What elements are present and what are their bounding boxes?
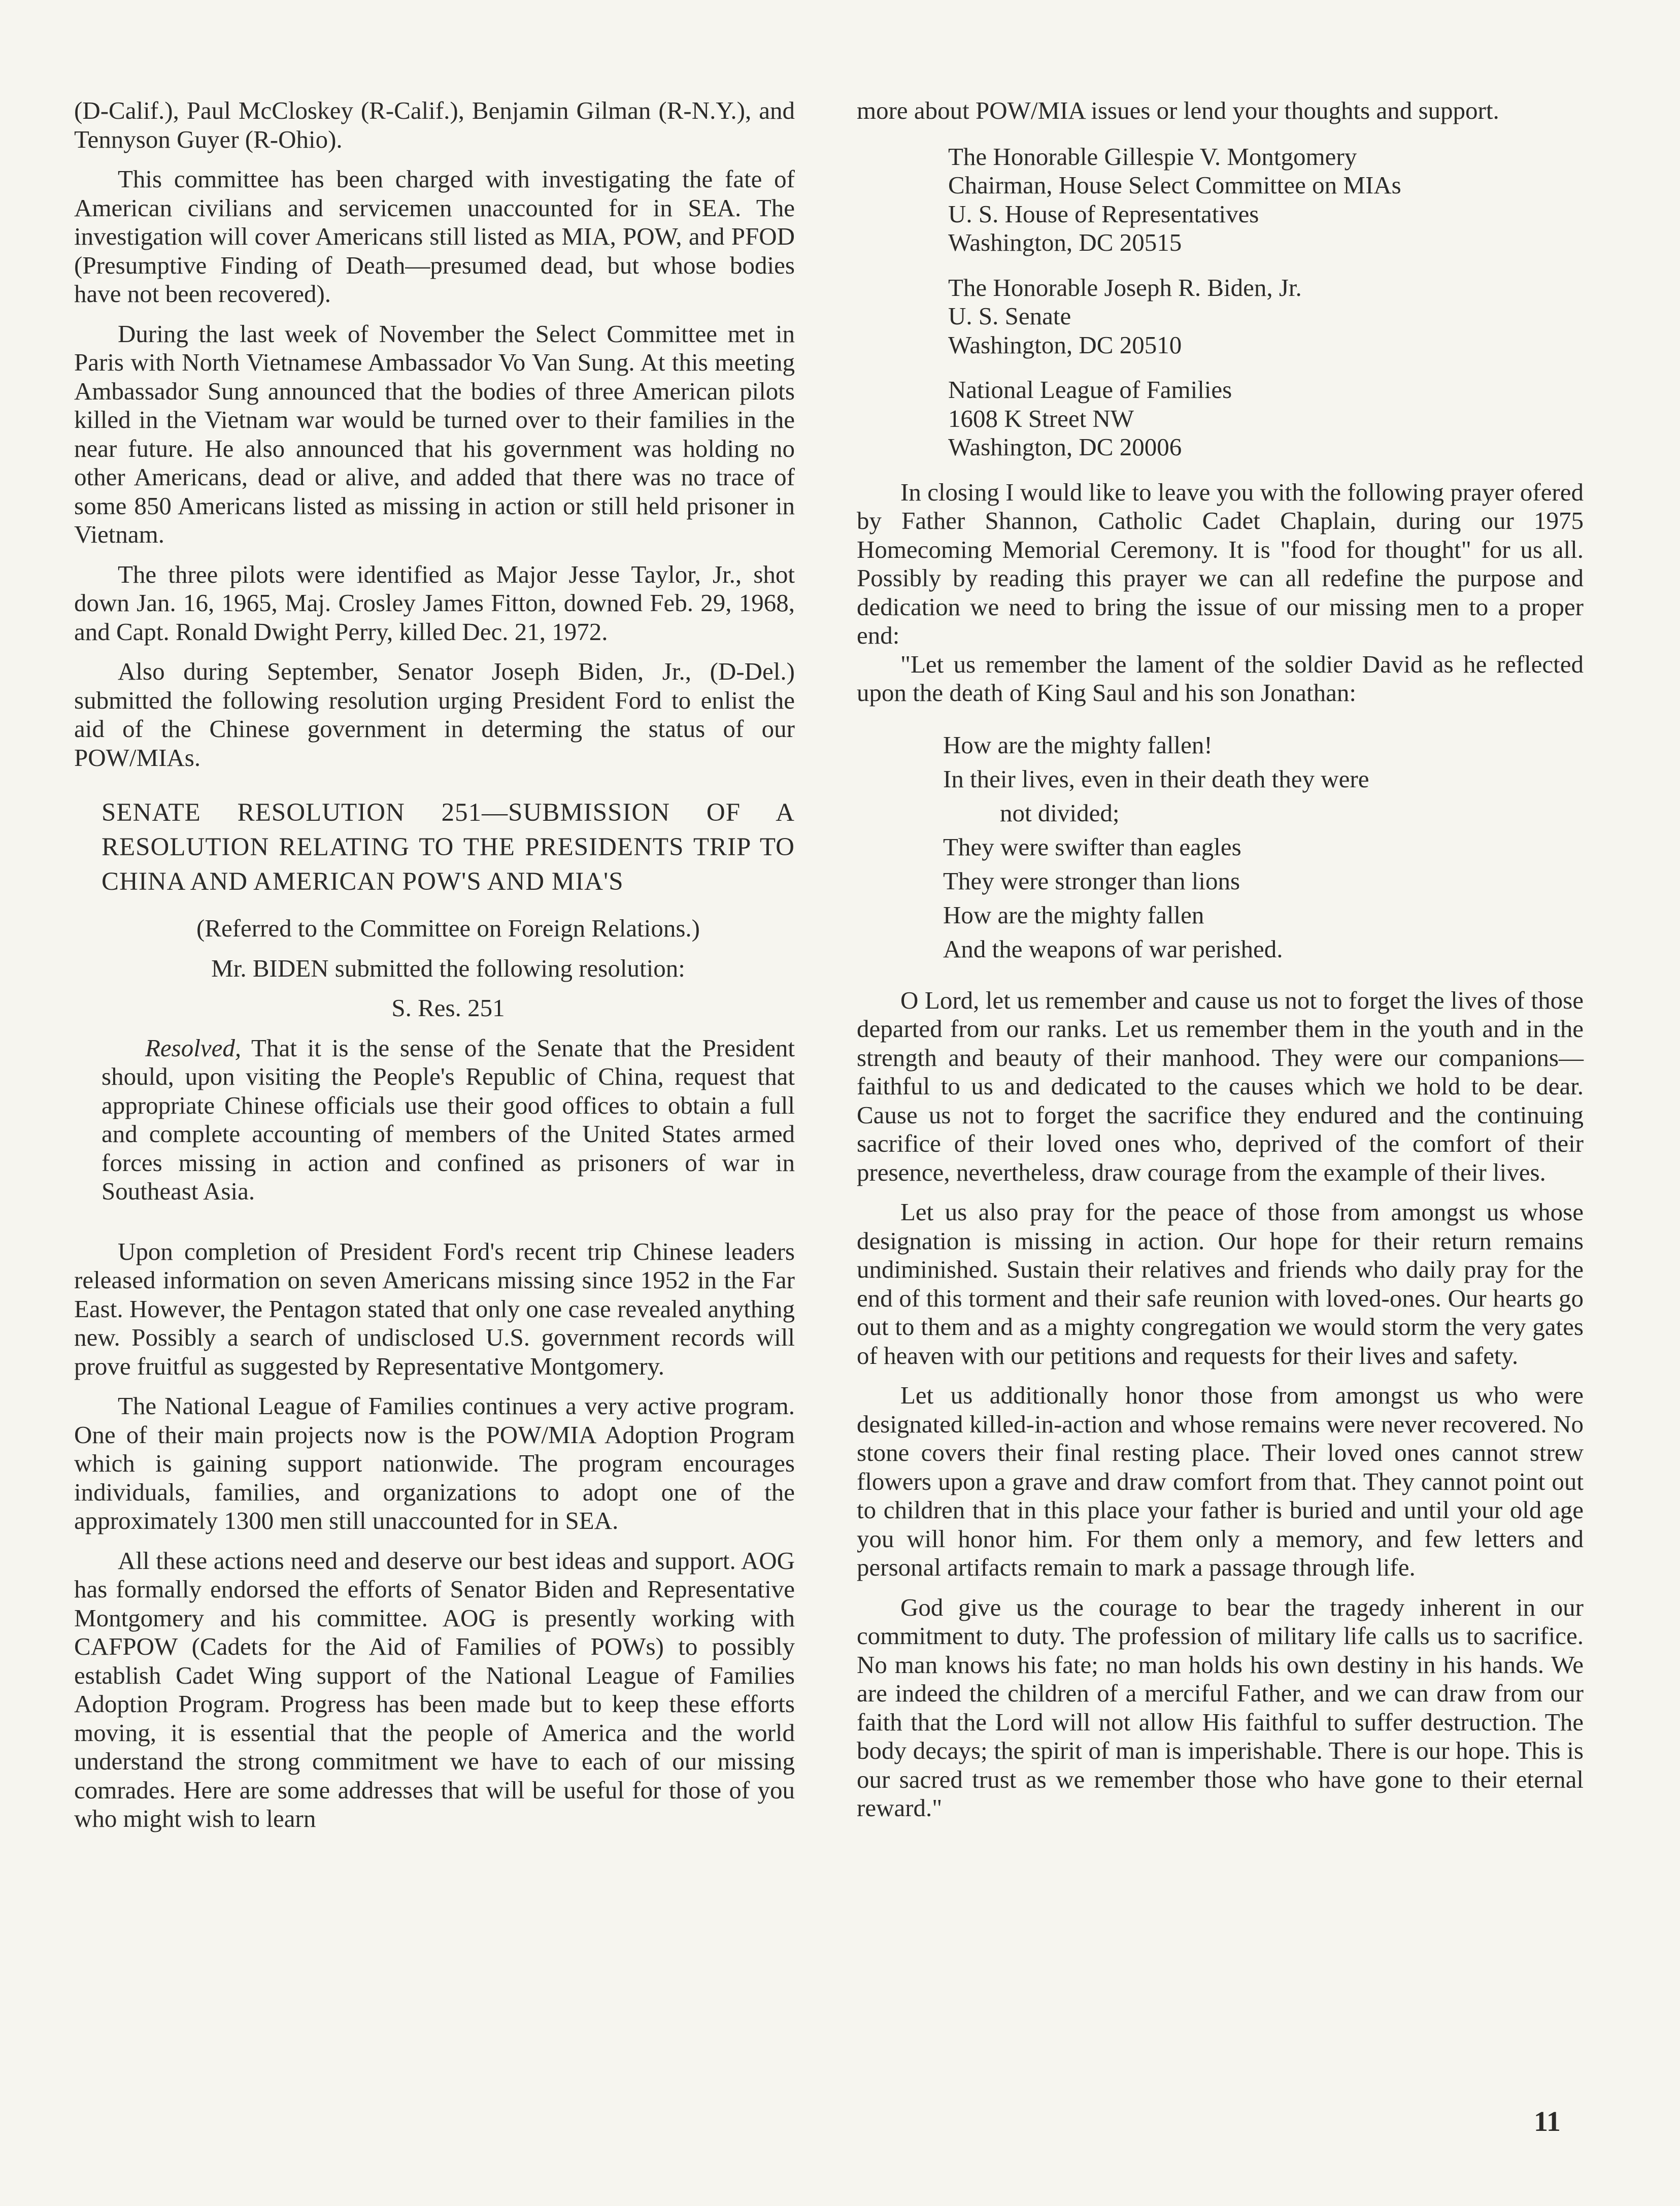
address-block [857, 274, 1584, 360]
resolution-referral: (Referred to the Committee on Foreign Relations.) [196, 914, 700, 942]
paragraph: During the last week of November the Select Committee met in Paris with North Vietnamese Ambassador Vo Van Sung. At this meeting Ambassador Sung announced that the bodies of three American pilots killed in the Vietnam war would be turned over to their families in the near future. He also announced that his government was holding no other Americans, dead or alive, and added that there was no trace of some 850 Americans listed as missing in action or still held prisoner in Vietnam. [74, 319, 795, 548]
resolution-heading: SENATE RESOLUTION 251—SUBMISSION OF A RESOLUTION RELATING TO THE PRESIDENTS TRIP TO CHINA AND AMERICAN POW'S AND MIA'S [102, 798, 795, 896]
left-column [74, 96, 795, 1845]
address-line: Washington, DC 20006 [948, 433, 1182, 461]
poem-block [857, 728, 1584, 966]
poem-line: In their lives, even in their death they were [943, 764, 1369, 793]
right-column [857, 96, 1584, 1834]
address-line: Washington, DC 20515 [948, 228, 1182, 256]
address-line: U. S. House of Representatives [948, 199, 1259, 228]
paragraph: Also during September, Senator Joseph Biden, Jr., (D-Del.) submitted the following resolution urging President Ford to enlist the aid of the Chinese government in determing the status of our POW/MIAs. [74, 657, 795, 772]
resolution-submitted: Mr. BIDEN submitted the following resolution: [211, 954, 685, 982]
address-line: 1608 K Street NW [948, 404, 1134, 432]
poem-line: How are the mighty fallen [943, 900, 1204, 929]
poem-line: How are the mighty fallen! [943, 730, 1213, 759]
paragraph: O Lord, let us remember and cause us not to forget the lives of those departed from our ranks. Let us remember them in the youth and in the strength and beauty of their manhood. They were our companions—faithful to us and dedicated to the causes which we hold to be dear. Cause us not to forget the sacrifice they endured and the continuing sacrifice of their loved ones who, deprived of the comfort of their presence, nevertheless, draw courage from the example of their lives. [857, 986, 1584, 1186]
senate-resolution-block [74, 795, 795, 1206]
poem-line: They were stronger than lions [943, 866, 1240, 895]
address-line: The Honorable Joseph R. Biden, Jr. [948, 273, 1302, 302]
paragraph: This committee has been charged with investigating the fate of American civilians and servicemen unaccounted for in SEA. The investigation will cover Americans still listed as MIA, POW, and PFOD (Presumptive Finding of Death—presumed dead, but whose bodies have not been recovered). [74, 165, 795, 308]
address-line: U. S. Senate [948, 302, 1071, 330]
poem-line: And the weapons of war perished. [943, 934, 1283, 963]
page-number: 11 [1534, 2106, 1561, 2137]
paragraph: In closing I would like to leave you with the following prayer ofered by Father Shannon, Catholic Cadet Chaplain, during our 1975 Homecoming Memorial Ceremony. It is "food for thought" for us all. Possibly by reading this prayer we can all redefine the purpose and dedication we need to bring the issue of our missing men to a proper end: [857, 478, 1584, 649]
paragraph: The three pilots were identified as Major Jesse Taylor, Jr., shot down Jan. 16, 1965, Maj. Crosley James Fitton, downed Feb. 29, 1968, and Capt. Ronald Dwight Perry, killed Dec. 21, 1972. [74, 560, 795, 646]
paragraph: more about POW/MIA issues or lend your thoughts and support. [857, 96, 1499, 124]
address-block [857, 143, 1584, 257]
address-line: Chairman, House Select Committee on MIAs [948, 171, 1401, 199]
address-line: Washington, DC 20510 [948, 330, 1182, 359]
paragraph: (D-Calif.), Paul McCloskey (R-Calif.), Benjamin Gilman (R-N.Y.), and Tennyson Guyer (R-Ohio). [74, 96, 795, 153]
resolution-body: That it is the sense of the Senate that the President should, upon visiting the People's Republic of China, request that appropriate Chinese officials use their good offices to obtain a full and complete accounting of members of the United States armed forces missing in action and confined as prisoners of war in Southeast Asia. [102, 1033, 795, 1205]
poem-line: They were swifter than eagles [943, 832, 1241, 861]
resolved-word: Resolved, [145, 1033, 242, 1062]
paragraph: All these actions need and deserve our best ideas and support. AOG has formally endorsed the efforts of Senator Biden and Representative Montgomery and his committee. AOG is presently working with CAFPOW (Cadets for the Aid of Families of POWs) to possibly establish Cadet Wing support of the National League of Families Adoption Program. Progress has been made but to keep these efforts moving, it is essential that the people of America and the world understand the strong commitment we have to each of our missing comrades. Here are some addresses that will be useful for those of you who might wish to learn [74, 1546, 795, 1832]
resolution-number: S. Res. 251 [391, 994, 505, 1022]
paragraph: Let us additionally honor those from amongst us who were designated killed-in-action and whose remains were never recovered. No stone covers their final resting place. Their loved ones cannot strew flowers upon a grave and draw comfort from that. They cannot point out to children that in this place your father is buried and until your old age you will honor him. For them only a memory, and few letters and personal artifacts remain to mark a passage through life. [857, 1381, 1584, 1581]
paragraph: The National League of Families continues a very active program. One of their main projects now is the POW/MIA Adoption Program which is gaining support nationwide. The program encourages individuals, families, and organizations to adopt one of the approximately 1300 men still unaccounted for in SEA. [74, 1392, 795, 1534]
address-line: The Honorable Gillespie V. Montgomery [948, 142, 1357, 171]
address-line: National League of Families [948, 376, 1232, 404]
resolution-text [102, 1034, 795, 1206]
paragraph: Let us also pray for the peace of those from amongst us whose designation is missing in action. Our hope for their return remains undiminished. Sustain their relatives and friends who daily pray for the end of this torment and their safe reunion with loved-ones. Our hearts go out to them and as a mighty congregation we would storm the very gates of heaven with our petitions and requests for their lives and safety. [857, 1198, 1584, 1369]
paragraph: God give us the courage to bear the tragedy inherent in our commitment to duty. The profession of military life calls us to sacrifice. No man knows his fate; no man holds his own destiny in his hands. We are indeed the children of a merciful Father, and we can draw from our faith that the Lord will not allow His faithful to suffer destruction. The body decays; the spirit of man is imperishable. There is our hope. This is our sacred trust as we remember those who have gone to their eternal reward." [857, 1593, 1584, 1822]
spacer [74, 1217, 795, 1238]
poem-line: not divided; [1000, 798, 1120, 827]
paragraph: "Let us remember the lament of the soldier David as he reflected upon the death of King Saul and his son Jonathan: [857, 650, 1584, 707]
paragraph: Upon completion of President Ford's recent trip Chinese leaders released information on seven Americans missing since 1952 in the Far East. However, the Pentagon stated that only one case revealed anything new. Possibly a search of undisclosed U.S. government records will prove fruitful as suggested by Representative Montgomery. [74, 1237, 795, 1380]
address-block [857, 376, 1584, 462]
